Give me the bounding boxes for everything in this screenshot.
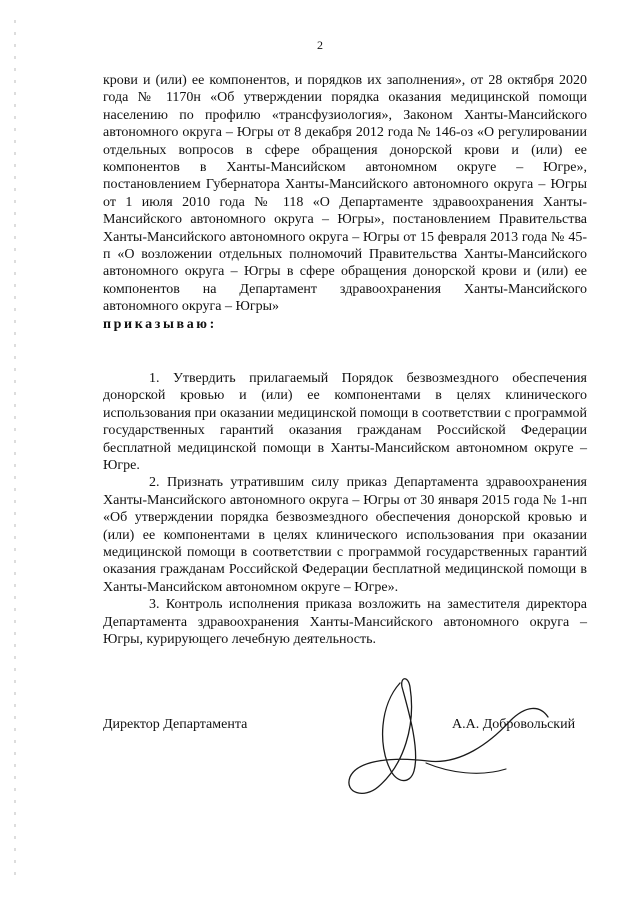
signatory-name: А.А. Добровольский bbox=[452, 717, 576, 732]
order-item-1: 1. Утвердить прилагаемый Порядок безвозмездного обеспечения донорской кровью и (или) ее компонентами в целях клинического использования при оказании медицинской помощи в соответствии с программой государственных гарантий оказания гражданам Российской Федерации бесплатной медицинской помощи в Ханты-Мансийском автономном округе – Югре. bbox=[103, 371, 587, 474]
order-word: приказываю: bbox=[103, 316, 217, 332]
preamble-block bbox=[103, 72, 587, 333]
handwritten-signature bbox=[330, 665, 560, 805]
order-item-2: 2. Признать утратившим силу приказ Департамента здравоохранения Ханты-Мансийского автономного округа – Югры от 30 января 2015 года № 1-нп «Об утверждении порядка безвозмездного обеспечения донорской кровью и (или) ее компонентами в целях клинического использования при оказании медицинской помощи в соответствии с программой государственных гарантий оказания гражданам Российской Федерации бесплатной медицинской помощи в Ханты-Мансийском автономном округе – Югре». bbox=[103, 475, 587, 595]
signatory-title: Директор Департамента bbox=[103, 717, 248, 732]
preamble-text: крови и (или) ее компонентов, и порядков их заполнения», от 28 октября 2020 года № 1170н «Об утверждении порядка оказания медицинской помощи населению по профилю «трансфузиология», Законом Ханты-Мансийского автономного округа – Югры от 8 декабря 2012 года № 146-оз «О регулировании отдельных вопросов в сфере обращения донорской крови и (или) ее компонентов в Ханты-Мансийском автономном округе – Югре», постановлением Губернатора Ханты-Мансийского автономного округа – Югры от 1 июля 2010 года № 118 «О Департаменте здравоохранения Ханты-Мансийского автономного округа – Югры», постановлением Правительства Ханты-Мансийского автономного округа – Югры от 15 февраля 2013 года № 45-п «О возложении отдельных полномочий Правительства Ханты-Мансийского автономного округа – Югры в сфере обращения донорской крови и (или) ее компонентов на Департамент здравоохранения Ханты-Мансийского автономного округа – Югры» bbox=[103, 73, 587, 315]
order-item-3: 3. Контроль исполнения приказа возложить на заместителя директора Департамента здравоохранения Ханты-Мансийского автономного округа – Югры, курирующего лечебную деятельность. bbox=[103, 597, 587, 648]
scan-edge-marks bbox=[14, 20, 16, 880]
page-number: 2 bbox=[317, 38, 323, 52]
order-items bbox=[103, 370, 587, 649]
